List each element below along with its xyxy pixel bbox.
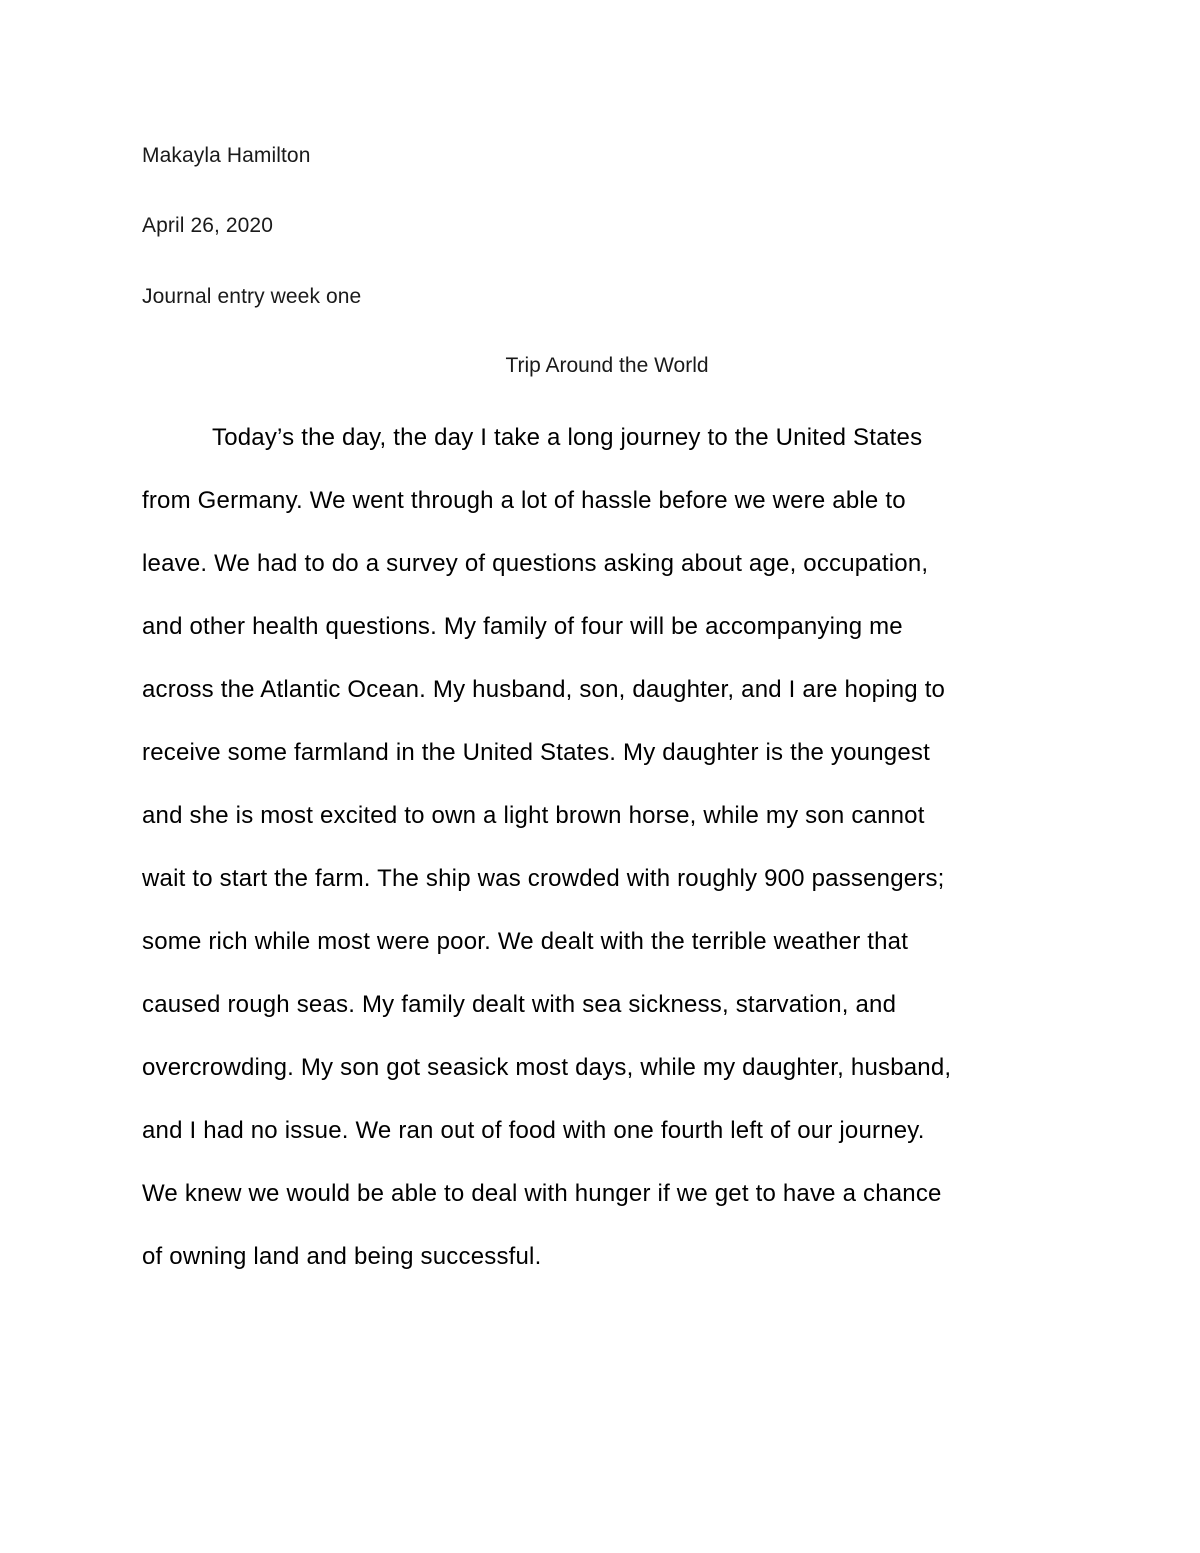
body-line: wait to start the farm. The ship was crowded with roughly 900 passengers; [142,865,945,892]
document-title: Trip Around the World [505,354,709,377]
entry-date: April 26, 2020 [142,214,273,237]
body-line: Today’s the day, the day I take a long journey to the United States [212,424,923,451]
body-line: of owning land and being successful. [142,1243,542,1270]
body-line: overcrowding. My son got seasick most days, while my daughter, husband, [142,1054,952,1081]
body-line: and I had no issue. We ran out of food with one fourth left of our journey. [142,1117,925,1144]
body-line: and other health questions. My family of four will be accompanying me [142,613,903,640]
author-name: Makayla Hamilton [142,144,311,167]
body-line: from Germany. We went through a lot of hassle before we were able to [142,487,906,514]
body-line: across the Atlantic Ocean. My husband, son, daughter, and I are hoping to [142,676,946,703]
body-line: We knew we would be able to deal with hunger if we get to have a chance [142,1180,942,1207]
entry-label: Journal entry week one [142,285,362,308]
body-line: leave. We had to do a survey of questions asking about age, occupation, [142,550,929,577]
body-line: caused rough seas. My family dealt with sea sickness, starvation, and [142,991,897,1018]
body-line: some rich while most were poor. We dealt with the terrible weather that [142,928,909,955]
body-line: receive some farmland in the United States. My daughter is the youngest [142,739,930,766]
body-line: and she is most excited to own a light brown horse, while my son cannot [142,802,925,829]
